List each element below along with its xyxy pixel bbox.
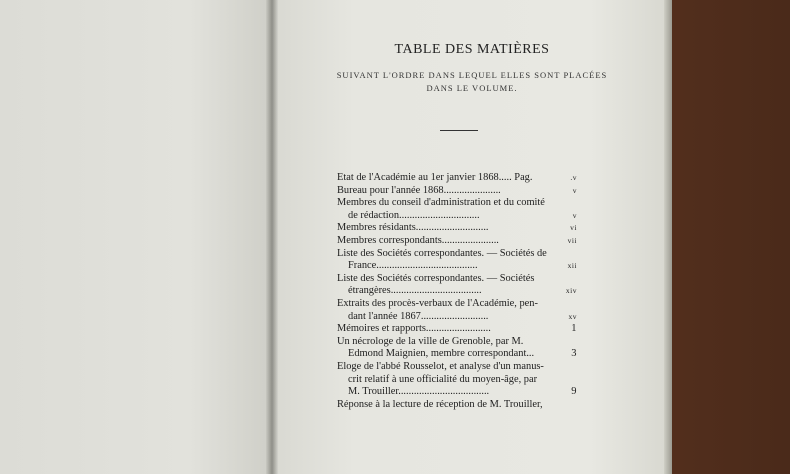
toc-entry [337,336,577,361]
title-rule [440,130,478,131]
toc-entry-text: de rédaction............................... [348,209,480,221]
toc-entry-page: xiv [565,286,577,296]
toc-entry-page: vii [567,235,577,245]
toc-entry [337,361,577,399]
toc-entry [337,235,577,248]
toc-entry-text: Eloge de l'abbé Rousselot, et analyse d'un manus- [337,360,544,372]
subtitle-line: DANS LE VOLUME. [426,83,518,93]
toc-entry [337,298,577,323]
toc-entry [337,399,577,412]
toc-entry-text: Mémoires et rapports......................... [337,323,491,335]
toc-entry-page: 1 [571,323,577,335]
toc-entry-page: 9 [571,386,577,398]
toc-entry-text: Réponse à la lecture de réception de M. Trouiller, [337,398,543,410]
toc-entry [337,323,577,336]
toc-entry-text: Liste des Sociétés correspondantes. — Sociétés de [337,247,547,259]
toc-entry-text: Membres du conseil d'administration et du comité [337,197,545,209]
toc-entry [337,273,577,298]
toc-entry-text: France....................................... [348,260,478,272]
toc-entry [337,172,577,185]
toc-entry-page: v [572,210,577,220]
toc-entry [337,222,577,235]
toc-entry-text: Membres résidants............................ [337,222,489,234]
toc-entry-text: dant l'année 1867.......................... [348,310,489,322]
toc-entry-text: Extraits des procès-verbaux de l'Académie, pen- [337,297,538,309]
toc-entry-text: Liste des Sociétés correspondantes. — Sociétés [337,272,535,284]
toc-entry-page: v [572,185,577,195]
toc-entry-text: Edmond Maignien, membre correspondant... [348,348,535,360]
page-title: TABLE DES MATIÈRES [394,42,550,57]
toc-entry-page: vi [570,223,577,233]
toc-entry-text: M. Trouiller................................... [348,386,490,398]
toc-entry-text: Etat de l'Académie au 1er janvier 1868..... Pag. [337,172,533,183]
toc-entry [337,197,577,222]
toc-entry-page: .v [570,173,577,182]
toc-entry-page: xii [567,261,577,271]
toc-entry-text: crit relatif à une officialité du moyen-âge, par [348,373,538,385]
toc-entry-text: Membres correspondants...................... [337,234,499,246]
left-page [0,0,270,474]
table-of-contents [337,172,577,411]
page-subtitle [276,69,668,95]
toc-entry-page: 3 [571,348,577,360]
toc-entry [337,185,577,198]
toc-entry-text: Bureau pour l'année 1868...................... [337,184,501,196]
toc-entry-page: xv [568,311,577,321]
toc-entry-text: Un nécrologe de la ville de Grenoble, par M. [337,335,524,347]
toc-entry [337,248,577,273]
toc-entry-text: étrangères................................... [348,285,482,297]
subtitle-line: SUIVANT L'ORDRE DANS LEQUEL ELLES SONT PLACÉES [336,70,608,80]
